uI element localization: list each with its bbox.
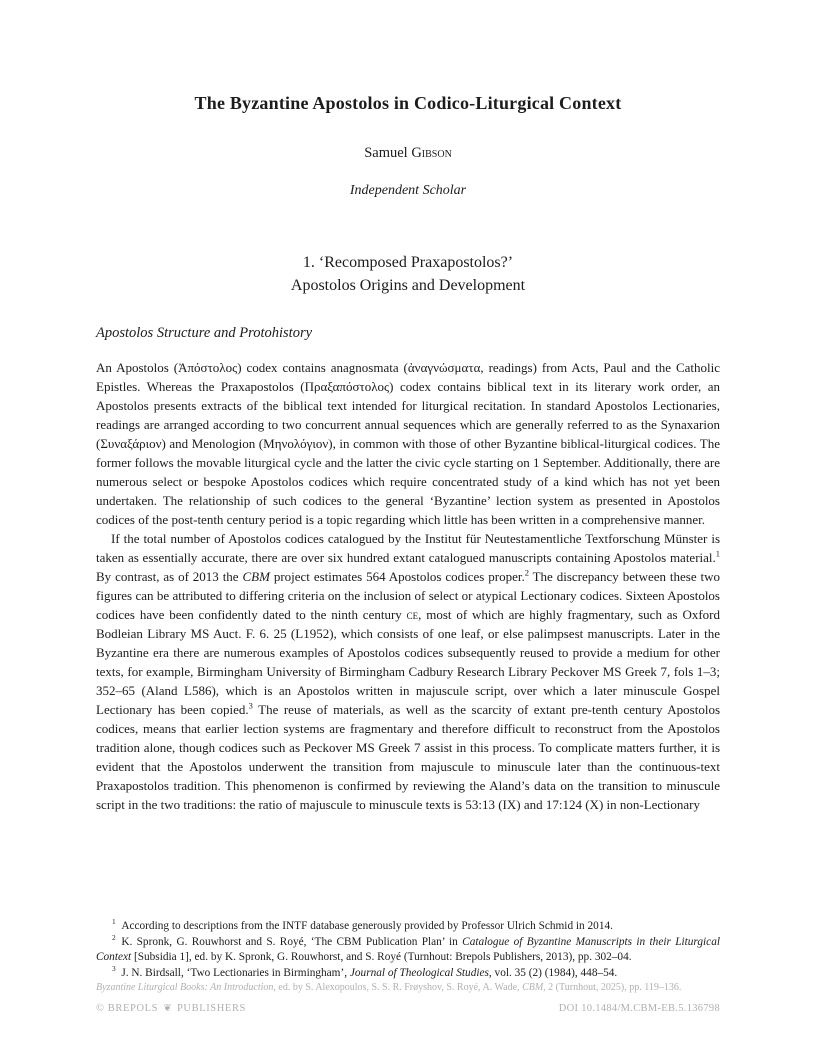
text-column — [96, 0, 720, 981]
footnote-3: $^3$ J. N. Birdsall, ‘Two Lectionaries in Birmingham’, Journal of Theological Studies, vol. 35 (2) (1984), 448–54. — [112, 963, 618, 979]
footer-citation: Byzantine Liturgical Books: An Introduction, ed. by S. Alexopoulos, S. S. R. Frøyshov, S. Royé, A. Wade, CBM, 2 (Turnhout, 2025), pp. 119–136. — [96, 982, 682, 993]
copyright-text-post: PUBLISHERS — [176, 1003, 246, 1014]
page-footer — [96, 981, 720, 1014]
footer-row — [96, 1003, 720, 1014]
author-name — [96, 145, 720, 162]
page-title: The Byzantine Apostolos in Codico-Liturgical Context — [194, 93, 622, 113]
footnotes-block — [96, 919, 720, 981]
brepols-mark-icon: ❦ — [163, 1003, 172, 1014]
copyright-notice — [96, 1003, 246, 1014]
section-heading-line-2: Apostolos Origins and Development — [290, 277, 526, 294]
footnote-1: $^1$ According to descriptions from the INTF database generously provided by Professor Ulrich Schmid in 2014. — [112, 917, 613, 932]
section-heading — [96, 251, 720, 297]
body-paragraph-1: An Apostolos (Ἀπόστολος) codex contains anagnosmata (ἀναγνώσματα, readings) from Acts, Paul and the Catholic Epistles. Whereas the Praxapostolos (Πραξαπόστολος) codex contains biblical text in its literary work order, an Apostolos presents extracts of the biblical text intended for liturgical recitation. In standard Apostolos Lectionaries, readings are arranged according to two concurrent annual sequences which are generally referred to as the Synaxarion (Συναξάριον) and Menologion (Μηνολόγιον), in common with those of other Byzantine biblical-liturgical codices. The former follows the movable liturgical cycle and the latter the civic cycle starting on 1 September. Additionally, there are numerous select or bespoke Apostolos codices which require concentrated study of a kind which has not yet been undertaken. The relationship of such codices to the general ‘Byzantine’ lection system as presented in Apostolos codices of the post-tenth century period is a topic regarding which little has been written in a comprehensive manner. — [96, 360, 720, 527]
doi-text: DOI 10.1484/M.CBM-EB.5.136798 — [558, 1003, 720, 1014]
author-last-name: Gibson — [411, 145, 452, 161]
copyright-text-pre: © BREPOLS — [96, 1003, 159, 1014]
author-affiliation: Independent Scholar — [349, 183, 467, 198]
subsection-heading: Apostolos Structure and Protohistory — [96, 325, 313, 341]
author-first-name: Samuel — [364, 145, 412, 161]
footnote-2: $^2$ K. Spronk, G. Rouwhorst and S. Royé, ‘The CBM Publication Plan’ in Catalogue of Byzantine Manuscripts in their Liturgical Context [Subsidia 1], ed. by K. Spronk, G. Rouwhorst, and S. Royé (Turnhout: Brepols Publishers, 2013), pp. 302–04. — [96, 932, 720, 963]
section-heading-line-1: 1. ‘Recomposed Praxapostolos?’ — [302, 254, 514, 271]
body-paragraph-2: If the total number of Apostolos codices catalogued by the Institut für Neutestamentliche Textforschung Münster is taken as essentially accurate, there are over six hundred extant catalogued manuscripts containing Apostolos material.$^1$ By contrast, as of 2013 the CBM project estimates 564 Apostolos codices proper.$^2$ The discrepancy between these two figures can be attributed to differing criteria on the inclusion of select or atypical Lectionary codices. Sixteen Apostolos codices have been confidently dated to the ninth century ce, most of which are highly fragmentary, such as Oxford Bodleian Library MS Auct. F. 6. 25 (L1952), which consists of one leaf, or else palimpsest manuscripts. Later in the Byzantine era there are numerous examples of Apostolos codices subsequently reused to provide a medium for other texts, for example, Birmingham University of Birmingham Cadbury Research Library Peckover MS Greek 7, fols 1–3; 352–65 (Aland L586), which is an Apostolos written in majuscule script, over which a later minuscule Gospel Lectionary has been copied.$^3$ The reuse of materials, as well as the scarcity of extant pre-tenth century Apostolos codices, means that earlier lection systems are fragmentary and therefore difficult to reconstruct from the Apostolos tradition alone, though codices such as Peckover MS Greek 7 assist in this process. To complicate matters further, it is evident that the Apostolos underwent the transition from majuscule to minuscule later than the continuous-text Praxapostolos tradition. This phenomenon is confirmed by reviewing the Aland’s data on the transition to minuscule script in the two traditions: the ratio of majuscule to minuscule texts is 53:13 (IX) and 17:124 (X) in non-Lectionary — [96, 531, 720, 812]
body-text — [96, 358, 720, 912]
